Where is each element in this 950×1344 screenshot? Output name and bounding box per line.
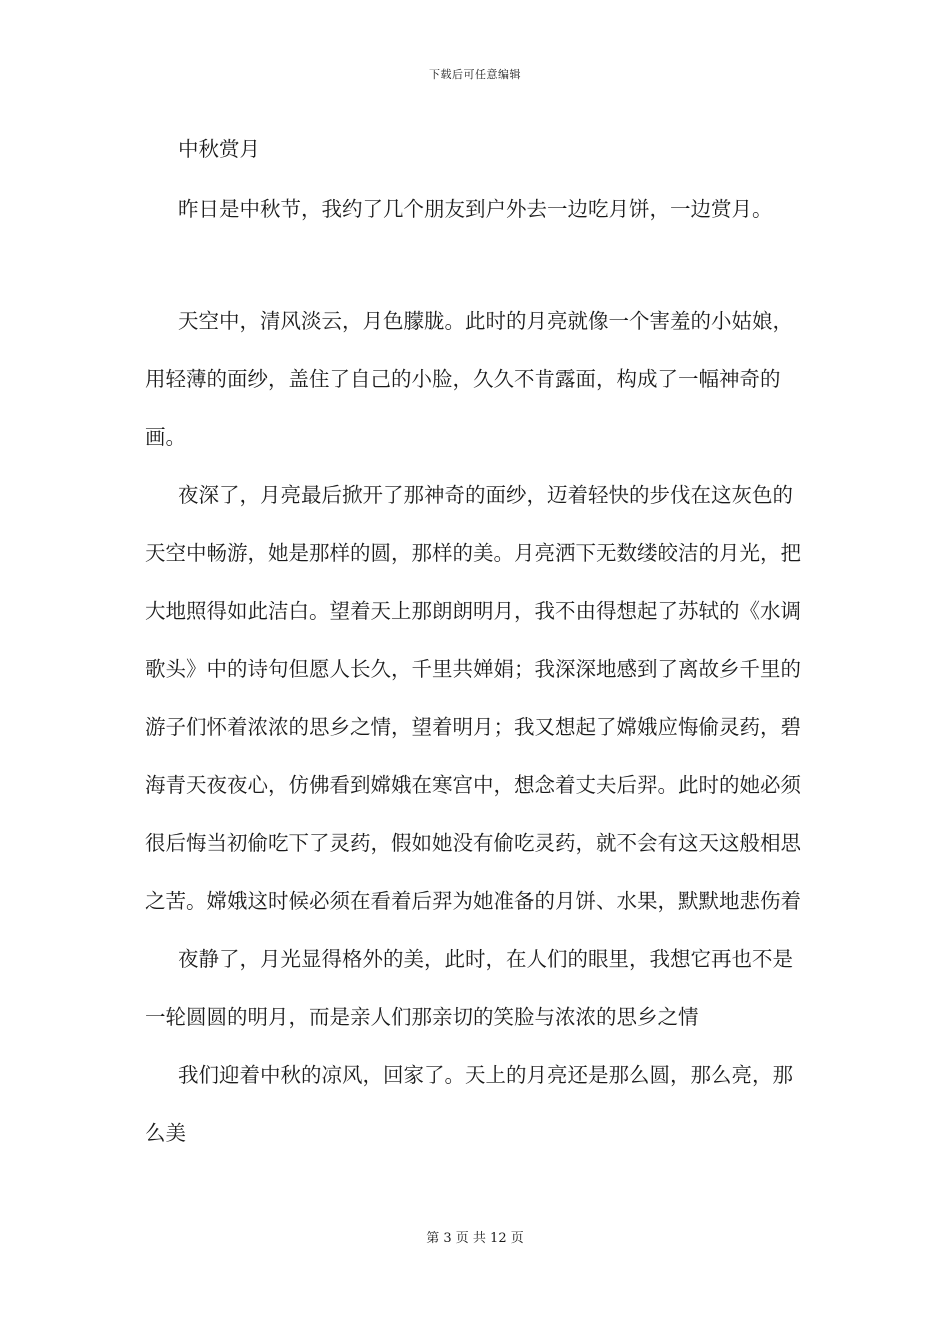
- page-header: 下载后可任意编辑: [429, 68, 521, 81]
- paragraph-4: 夜静了，月光显得格外的美，此时，在人们的眼里，我想它再也不是一轮圆圆的明月，而是亲人们那亲切的笑脸与浓浓的思乡之情: [145, 947, 793, 1029]
- paragraph-2: 天空中，清风淡云，月色朦胧。此时的月亮就像一个害羞的小姑娘，用轻薄的面纱，盖住了自己的小脸，久久不肯露面，构成了一幅神奇的画。: [145, 309, 793, 449]
- document-body: [145, 130, 810, 1162]
- paragraph-1: 昨日是中秋节，我约了几个朋友到户外去一边吃月饼，一边赏月。: [178, 197, 773, 221]
- paragraph-5: 我们迎着中秋的凉风，回家了。天上的月亮还是那么圆，那么亮，那么美: [145, 1063, 793, 1145]
- paragraph-3: 夜深了，月亮最后掀开了那神奇的面纱，迈着轻快的步伐在这灰色的天空中畅游，她是那样的圆，那样的美。月亮洒下无数缕皎洁的月光，把大地照得如此洁白。望着天上那朗朗明月，我不由得想起了苏轼的《水调歌头》中的诗句但愿人长久，千里共婵娟；我深深地感到了离故乡千里的游子们怀着浓浓的思乡之情，望着明月；我又想起了嫦娥应悔偷灵药，碧海青天夜夜心，仿佛看到嫦娥在寒宫中，想念着丈夫后羿。此时的她必须很后悔当初偷吃下了灵药，假如她没有偷吃灵药，就不会有这天这般相思之苦。嫦娥这时候必须在看着后羿为她准备的月饼、水果，默默地悲伤着: [145, 483, 801, 913]
- page-footer: 第 3 页 共 12 页: [426, 1231, 524, 1246]
- article-title: 中秋赏月: [178, 137, 260, 161]
